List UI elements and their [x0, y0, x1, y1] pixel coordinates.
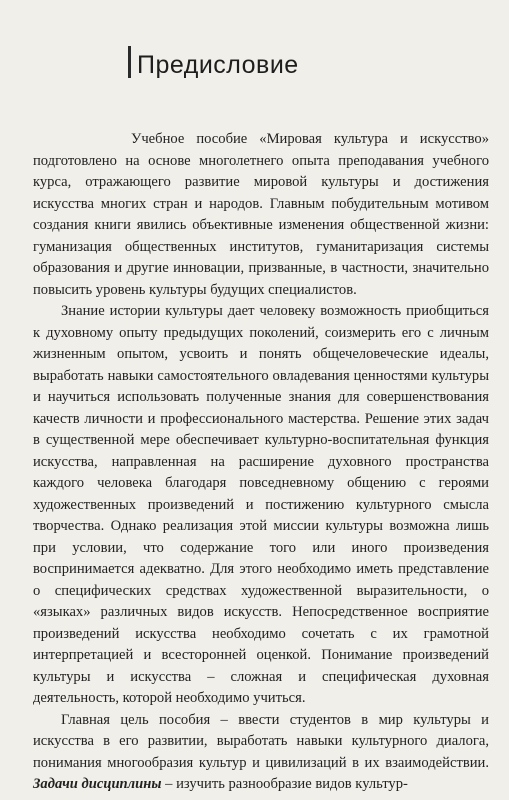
- heading-accent-bar: [128, 46, 131, 78]
- page-title: Предисловие: [137, 51, 299, 79]
- paragraph-3: [33, 710, 489, 796]
- body-text: [33, 129, 489, 796]
- paragraph-2: Знание истории культуры дает человеку возможность приобщиться к духовному опыту предыдущих поколений, соизмерить его с личным жизненным опытом, усвоить и понять общечеловеческие идеалы, выработать навыки самостоятельного овладевания ценностями культуры и научиться использовать полученные знания для совершенствования качеств личности и профессионального мастерства. Решение этих задач в существенной мере обеспечивает культурно-воспитательная функция искусства, направленная на расширение духовного пространства каждого человека благодаря повседневному общению с героями художественных произведений и постижению культурного смысла творчества. Однако реализация этой миссии культуры возможна лишь при условии, что содержание того или иного произведения воспринимается адекватно. Для этого необходимо иметь представление о специфических средствах художественной выразительности, о «языках» различных видов искусств. Непосредственное восприятие произведений искусства необходимо сочетать с их грамотной интерпретацией и всесторонней оценкой. Понимание произведений культуры и искусства – сложная и специфическая духовная деятельность, которой необходимо учиться.: [33, 303, 489, 706]
- emphasis-term: Задачи дисциплины: [33, 776, 162, 792]
- paragraph-3-text-after: – изучить разнообразие видов культур-: [161, 776, 408, 792]
- paragraph-1: Учебное пособие «Мировая культура и искусство» подготовлено на основе многолетнего опыта преподавания учебного курса, отражающего развитие мировой культуры и достижения искусства многих стран и народов. Главным побудительным мотивом создания книги явились объективные изменения общественной жизни: гуманизация общественных институтов, гуманитаризация системы образования и другие инновации, призванные, в частности, значительно повысить уровень культуры будущих специалистов.: [33, 131, 489, 298]
- heading-block: [128, 46, 299, 78]
- paragraph-3-text-before: Главная цель пособия – ввести студентов в мир культуры и искусства в его развитии, выработать навыки культурного диалога, понимания многообразия культур и цивилизаций в их взаимодействии.: [33, 711, 489, 771]
